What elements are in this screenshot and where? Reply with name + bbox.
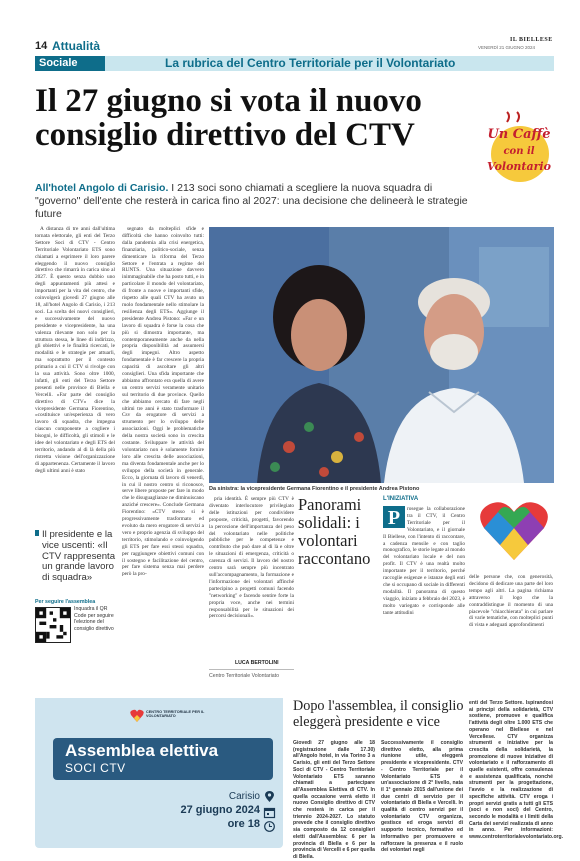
pullquote: Il presidente e la vice uscenti: «Il CTV rappresenta un grande lavoro di squadra» <box>42 529 116 584</box>
issue-date: VENERDÌ 21 GIUGNO 2024 <box>478 45 536 50</box>
svg-text:Un Caffè: Un Caffè <box>487 127 551 142</box>
divider <box>209 669 294 670</box>
section-name: Attualità <box>52 39 100 53</box>
panorami-text-1: rosegue la collaborazione tra il CTV, il Centro Territoriale per il Volontariato, e il giornale Il Biellese, con l'intento di raccontare, a cadenza mensile e con taglio monografico, le storie legate al mondo del volontariato locale e del non profit. Il CTV è una realtà molto importante per il territorio, perché raccoglie esigenze e istanze degli enti che si occupano di sociale in differenti modalità. Il panorama di questo viaggio, iniziato a febbraio del 2023, è molto variegato e corrisponde alle tante attitudini <box>383 506 465 616</box>
svg-text:con il: con il <box>503 146 535 157</box>
location-icon <box>264 790 275 802</box>
dopo-col-3: enti del Terzo Settore. Ispirandosi ai principi della solidarietà, CTV sostiene, promuove e qualifica l'attività degli oltre 1.000 ETS che operano nel Biellese e nel Vercellese. CTV organizza strumenti e iniziative per la crescita della solidarietà, la promozione di nuove iniziative di volontariato e il rafforzamento di quelle esistenti, offre consulenza e assistenza qualificata, nonché strumenti per la progettazione, l'avvio e la realizzazione di specifiche attività. CTV eroga i propri servizi gratis a tutti gli ETS (soci e non soci) del Centro, secondo le modalità e i limiti della Carta dei servizi realizzata di anno in anno. Per informazioni: www.centroterritorialevolontariato.org. <box>469 700 564 841</box>
headline: Il 27 giugno si vota il nuovo consiglio direttivo del CTV <box>35 83 422 153</box>
article-col-2: segnato da molteplici sfide e difficoltà che hanno coinvolto tutti: dalla pandemia alla crisi energetica, finanziaria, politico-sociale, senza dimenticare la riforma del Terzo Settore e l'entrata a regime del RUNTS. Una situazione davvero inimmaginabile che ha posto tutti, e in particolare il mondo del volontariato, di fronte a nuove e importanti sfide, rispetto alle quali CTV ha avuto un ruolo fondamentale nello stimolare la resilienza degli ETS». Aggiunge il presidente Andrea Pistono: «Far e un lavoro di squadra è forse la cosa che più si dimostra importante, ma contemporaneamente anche da nella propria disponibilità ad assumersi degli impegni. Altro aspetto fondamentale è far crescere la propria capacità di ascoltare gli altri consiglieri. Una sfida importante che abbiamo affrontato era quella di avere un centro servizi veramente unitario sul territorio di due province. Quello che abbiamo cercato di fare negli ultimi tre anni è stato trasformare il Csv da erogatore di servizi a strumento per lo sviluppo delle associazioni. Oggi le problematiche della nostra società sono in crescita costante. Sviluppare le attività del volontariato non è solamente fornire loro alle crescita delle associazioni, ma diventa fondamentale anche per lo sviluppo della società in generale. Ecco, la giornata di lavoro di venerdì, in cui il nostro centro si riconosce, serve libere proposte per fare in modo che le disuguaglianze ne diminuiscano anziché crescere». Conclude Germana Fiorentino: «CTV stesso si è progressivamente trasformato ed evoluto da mero erogatore di servizi a vero e proprio agenzia di sviluppo del territorio, stimolando e coinvolgendo gli ETS per fare essi stessi squadra, per raggiungere obiettivi comuni con il sostegno e facilitazione del centro, per fare sistema senza mai perdere però la pro- <box>122 226 204 578</box>
ctv-logo-text: CENTRO TERRITORIALE PER IL VOLONTARIATO <box>146 710 205 719</box>
clock-icon <box>264 819 275 830</box>
page-number: 14 <box>35 40 48 52</box>
qr-code[interactable] <box>35 607 71 643</box>
category-label: Sociale <box>35 56 105 71</box>
un-caffe-logo <box>487 112 552 190</box>
ctv-heart-icon <box>130 709 144 723</box>
dropcap: P <box>383 506 405 528</box>
assemblea-time: ore 18 <box>227 818 260 830</box>
banner-title: La rubrica del Centro Territoriale per il Volontariato <box>165 56 456 70</box>
panorami-title: Panorami solidali: i volontari raccontano <box>298 495 371 568</box>
subhead-lead: All'hotel Angolo di Carisio. <box>35 182 169 194</box>
heart-icon <box>478 498 550 564</box>
article-photo <box>209 227 554 483</box>
qr-text: Inquadra il QR Code per seguire l'elezione del consiglio direttivo <box>74 606 114 632</box>
photo-credit: Centro Territoriale Volontariato <box>209 673 279 679</box>
ctv-logo <box>130 705 210 727</box>
qr-title: Per seguire l'assemblea <box>35 599 96 605</box>
newspaper-name: IL BIELLESE <box>510 37 553 43</box>
coffee-cup-icon <box>487 112 552 190</box>
dopo-title: Dopo l'assemblea, il consiglio eleggerà presidente e vice <box>293 698 464 730</box>
pullquote-marker <box>35 530 39 536</box>
calendar-icon <box>264 805 275 816</box>
assemblea-subtitle: SOCI CTV <box>65 761 126 775</box>
article-col-1: A distanza di tre anni dall'ultima tornata elettorale, gli enti del Terzo Settore Soci di CTV - Centro Territoriale Volontariato ETS sono chiamati a esprimere il loro parere eleggendo il nuovo consiglio direttivo che rimarrà in carica sino al 2027. È questo senza dubbio uno degli appuntamenti più attesi e importanti per la vita del centro, che coinvolgerà giovedì 27 giugno alle 18, all'hotel Angolo di Carisio, i 213 soci. La scelta dei nuovi consiglieri, e successivamente del nuovo presidente e vicepresidente, ha una valenza rilevante non solo per la struttura stessa, le linee di indirizzo, gli obiettivi e le finalità ricercati, le modalità e le strategie per attuarli, ma soprattutto per il contesto primario a cui il CTV si rivolge con la sua attività. Sono oltre 1000, infatti, gli enti del Terzo Settore presenti nelle province di Biella e Vercelli. «Far parte del consiglio direttivo di CTV» dice la vicepresidente Germana Fiorentino, «costituisce un'esperienza di vero lavoro di squadra, che impegna ciascun componente a cogliere i bisogni, le difficoltà, gli stimoli e le idee del volontariato e degli ETS del territorio, andando al di là della più ristretta visione dell'organizzazione di appartenenza. Certamente il lavoro degli ultimi anni è stato <box>35 226 115 474</box>
article-col-3: pria identità. È sempre più CTV è diventato interlocutore privilegiato delle istituzioni per condividere proposte, criticità, progetti, favorendo la percezione dell'importanza del peso del volontariato nelle politiche pubbliche per le competenze e contributo che può dare al di là e oltre le situazioni di emergenza, criticità o carenza di servizi. Il lavoro del nostro centro sarà sempre più incentrato sull'accompagnamento, la formazione e l'informazione dei volontari affinché partecipino a progetti comuni facendo "networking" e facendo sentire forte la propria voce, anche nei termini responsabilità per le situazioni dei percorsi decisionali». <box>209 496 294 620</box>
svg-text:Volontario: Volontario <box>487 160 551 173</box>
assemblea-date: 27 giugno 2024 <box>180 804 260 816</box>
dopo-col-1: Giovedì 27 giugno alle 18 (registrazione dalle 17.30) all'Angolo hotel, in via Torino 3 a Carisio, gli enti del Terzo Settore Soci di CTV - Centro Territoriale Volontariato ETS saranno chiamati a partecipare all'Assemblea Elettiva di CTV. In quella occasione verrà eletto il nuovo Consiglio direttivo di CTV che resterà in carica per il triennio 2024-2027. Lo statuto prevede che il consiglio direttivo sia composto da 12 consiglieri eletti dall'Assemblea: 6 per la provincia di Biella e 6 per la provincia di Vercelli e 6 per quella di Biella. <box>293 740 375 860</box>
subhead <box>35 182 475 221</box>
assemblea-place: Carisio <box>228 791 260 802</box>
panorami-text-2: delle persone che, con generosità, decidono di dedicare una parte del loro tempo agli altri. La pagina richiama attraverso il logo che la contraddistingue il momento di una piacevole "chiacchierata" in cui parlare di varie tematiche, con molteplici punti di vista e adeguati approfondimenti <box>469 574 553 629</box>
heart-logo <box>478 498 550 564</box>
panorami-kicker: L'INIZIATIVA <box>383 496 419 502</box>
qr-code-icon <box>36 608 70 642</box>
byline: LUCA BERTOLINI <box>235 660 279 666</box>
photo-caption: Da sinistra: la vicepresidente Germana Fiorentino e il presidente Andrea Pistono <box>209 486 420 492</box>
assemblea-title: Assemblea elettiva <box>65 741 219 760</box>
subhead-text: I 213 soci sono chiamati a scegliere la nuova squadra di "governo" dell'ente che resterà in carica fino al 2027: una decisione che delineerà le strategie future <box>35 182 468 220</box>
dopo-col-2: Successivamente il consiglio direttivo eletto, alla prima riunione utile, eleggerà presidente e vicepresidente. CTV - Centro Territoriale per il Volontariato ETS è un'associazione di 2° livello, nata il 1° gennaio 2015 dall'unione dei due centri di servizio per il volontariato di Biella e Vercelli. In qualità di centro servizi per il volontariato CTV organizza, gestisce ed eroga servizi di supporto tecnico, formativo ed informativo per promuovere e rafforzare la presenza e il ruolo dei volontari negli <box>381 740 463 854</box>
